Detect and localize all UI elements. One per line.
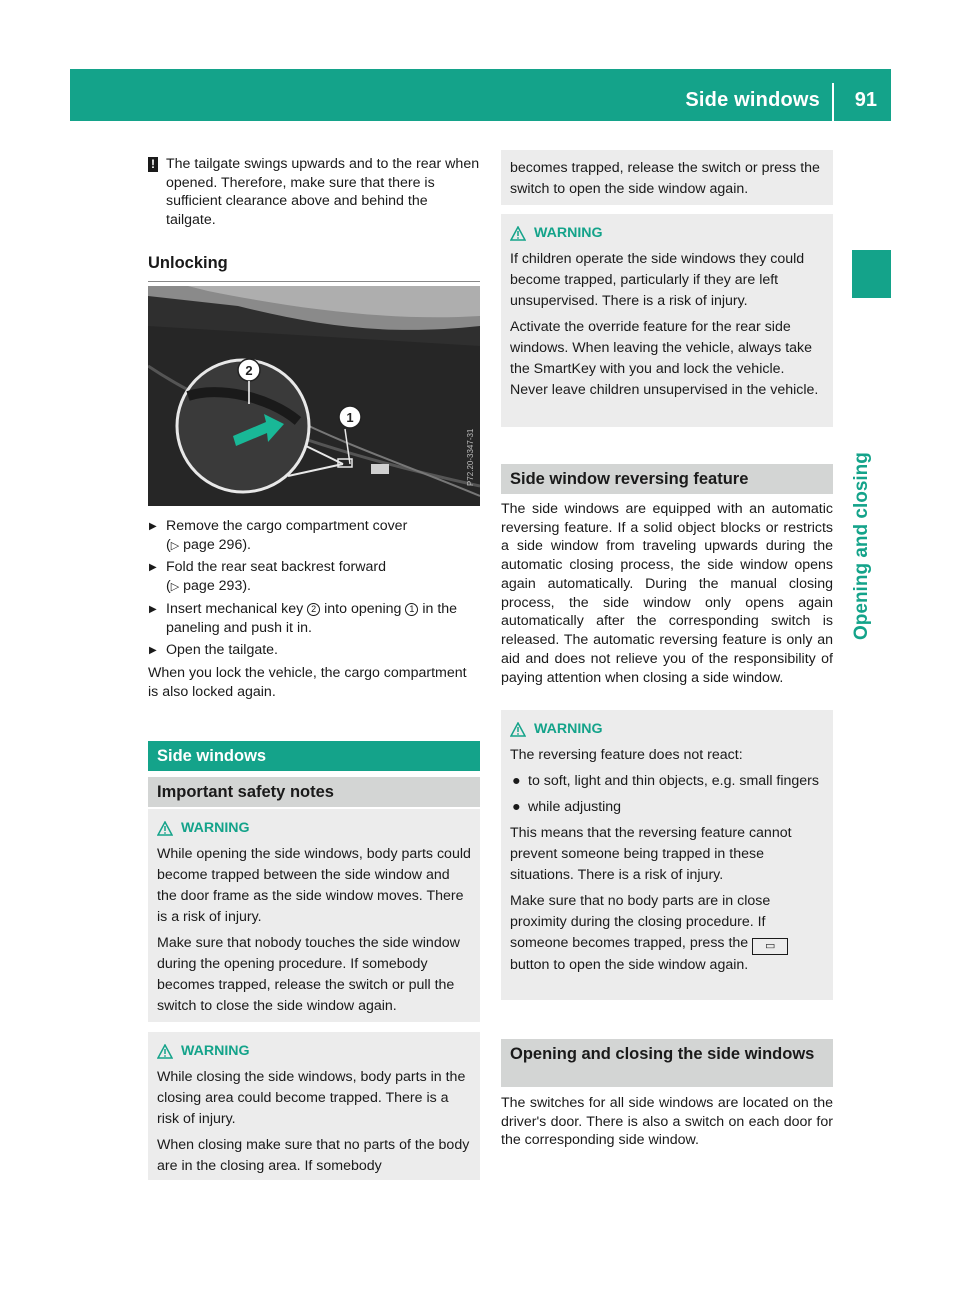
warning-text: This means that the reversing feature cannot prevent someone being trapped in these situations. There is a risk of injury. <box>510 824 792 883</box>
tailgate-illustration <box>148 286 480 506</box>
warning-triangle-icon <box>157 821 173 836</box>
warning-bullet: ● to soft, light and thin objects, e.g. small fingers <box>510 771 824 792</box>
header-section-title: Side windows <box>685 89 820 111</box>
subsection-bar-safety: Important safety notes <box>148 777 480 807</box>
arrow-right-icon: ▶ <box>149 521 157 532</box>
page-header <box>70 69 891 121</box>
callout-1: 1 <box>346 410 354 425</box>
arrow-right-icon: ▶ <box>149 562 157 574</box>
chapter-tab <box>852 250 891 298</box>
tailgate-key-figure <box>148 286 480 506</box>
unlocking-steps <box>148 517 480 702</box>
warning-text: Activate the override feature for the rear side windows. When leaving the vehicle, always take the SmartKey with you and lock the vehicle. Never leave children unsupervised in the vehicle. <box>510 318 819 398</box>
warning-box <box>501 710 833 1000</box>
page-ref-icon: ▷ <box>170 581 180 594</box>
warning-text: When closing make sure that no parts of the body are in the closing area. If somebody <box>157 1136 470 1174</box>
step-item: ▶ Open the tailgate. <box>149 642 279 659</box>
step-item: ▶ Insert mechanical key 2 into opening 1 in the paneling and push it in. <box>149 600 458 636</box>
exclamation-icon: ! <box>148 157 158 172</box>
warning-triangle-icon <box>510 722 526 737</box>
subsection-bar-opening-closing: Opening and closing the side windows <box>501 1039 833 1087</box>
unlocking-heading: Unlocking <box>148 254 228 272</box>
callout-2-ref: 2 <box>307 603 320 616</box>
chapter-label: Opening and closing <box>851 452 872 640</box>
reversing-paragraph: The side windows are equipped with an automatic reversing feature. If a solid object blocks or restricts a side window from traveling upwards during the automatic closing process, the side window opens again automatically. During the manual closing process, the side window only opens again automatically after the corresponding switch is released. The automatic reversing feature is only an aid and does not relieve you of the responsibility of paying attention when closing a side window. <box>501 501 833 686</box>
warning-text: Make sure that no body parts are in close proximity during the closing procedure. If someone becomes trapped, press the ▭ button to open the side window again. <box>510 891 824 976</box>
warning-triangle-icon <box>510 226 526 241</box>
warning-text: While opening the side windows, body parts could become trapped between the side window and the door frame as the side window moves. There is a risk of injury. <box>157 845 471 925</box>
heading-rule <box>148 281 480 282</box>
page-ref-icon: ▷ <box>170 539 180 552</box>
header-divider <box>832 83 834 121</box>
figure-code: P72.20-3347-31 <box>466 428 475 486</box>
tailgate-note <box>148 155 480 230</box>
warning-continuation <box>501 150 833 205</box>
step-item: ▶ Fold the rear seat backrest forward (▷ page 293). <box>149 559 387 595</box>
warning-text: While closing the side windows, body parts in the closing area could become trapped. There is a risk of injury. <box>157 1068 466 1127</box>
section-bar-side-windows: Side windows <box>148 741 480 771</box>
lock-note: When you lock the vehicle, the cargo compartment is also locked again. <box>148 665 467 700</box>
warning-text: Make sure that nobody touches the side window during the opening procedure. If somebody becomes trapped, release the switch or pull the switch to close the side window again. <box>157 934 460 1014</box>
page-ref-link[interactable]: page 293). <box>183 578 251 595</box>
note-text: The tailgate swings upwards and to the rear when opened. Therefore, make sure that there is sufficient clearance above and behind the tailgate. <box>166 156 480 229</box>
bullet-icon: ● <box>512 798 521 815</box>
callout-1-ref: 1 <box>405 603 418 616</box>
warning-text: If children operate the side windows they could become trapped, particularly if they are left unsupervised. There is a risk of injury. <box>510 250 805 309</box>
subsection-bar-reversing: Side window reversing feature <box>501 464 833 494</box>
callout-2: 2 <box>245 363 253 378</box>
arrow-right-icon: ▶ <box>149 603 157 615</box>
warning-heading: WARNING <box>510 224 824 243</box>
warning-box <box>148 1032 480 1180</box>
unlocking-heading-block <box>148 253 480 282</box>
warning-heading: WARNING <box>157 1042 471 1061</box>
page-number: 91 <box>854 89 877 111</box>
page-ref-link[interactable]: page 296). <box>183 536 251 553</box>
warning-text: The reversing feature does not react: <box>510 746 743 763</box>
opening-paragraph: The switches for all side windows are located on the driver's door. There is also a switch on each door for the corresponding side window. <box>501 1095 833 1149</box>
warning-box <box>148 809 480 1022</box>
warning-heading: WARNING <box>157 819 471 838</box>
warning-box <box>501 214 833 427</box>
window-switch-icon: ▭ <box>752 938 788 955</box>
bullet-icon: ● <box>512 772 521 789</box>
warning-triangle-icon <box>157 1044 173 1059</box>
warning-heading: WARNING <box>510 720 824 739</box>
step-item: ▶ Remove the cargo compartment cover (▷ page 296). <box>149 518 408 553</box>
arrow-right-icon: ▶ <box>149 645 157 657</box>
warning-text: becomes trapped, release the switch or press the switch to open the side window again. <box>510 160 820 198</box>
warning-bullet: ● while adjusting <box>510 797 824 818</box>
